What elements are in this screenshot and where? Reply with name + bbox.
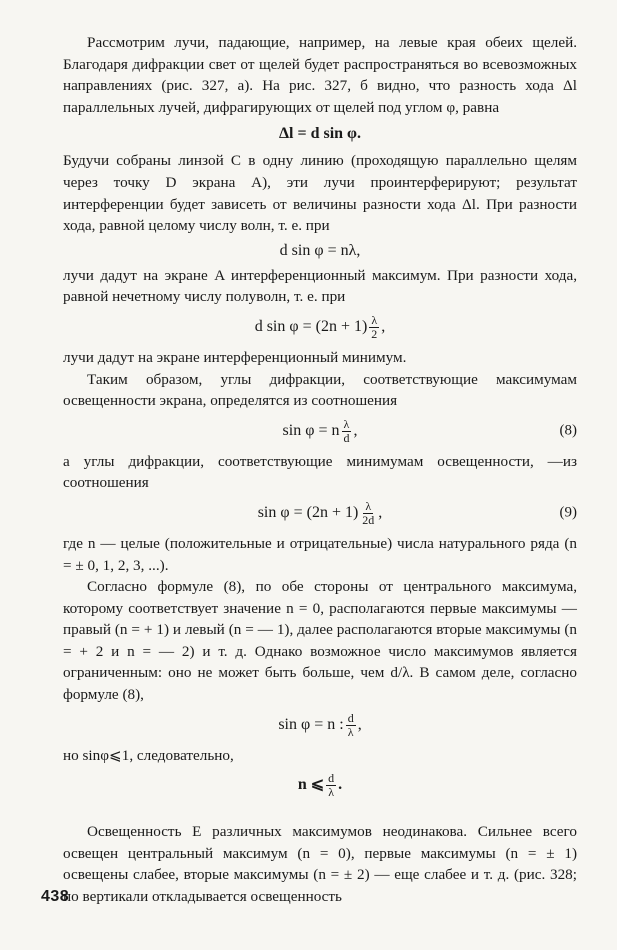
formula-9-tail: , — [378, 504, 383, 522]
paragraph-2: Будучи собраны линзой C в одну линию (проходящую параллельно щелям через точку D экрана A), эти лучи проинтерферируют; результат интерференции будет зависеть от величины разности хода Δl. При разности хода, равной целому числу волн, т. е. при — [63, 152, 577, 235]
formula-6-denominator: λ — [347, 724, 354, 739]
formula-6-left: sin φ = n : — [278, 715, 344, 733]
formula-3-left: d sin φ = (2n + 1) — [254, 318, 368, 336]
page-number: 438 — [41, 888, 70, 905]
formula-8-tail: , — [353, 421, 358, 439]
formula-sin-ratio — [63, 712, 577, 739]
paragraph-4: лучи дадут на экране интерференционный минимум. — [63, 348, 407, 366]
formula-max-order-limit — [63, 772, 577, 799]
formula-9-fraction — [360, 500, 376, 527]
paragraph-10: Освещенность E различных максимумов неодинакова. Сильнее всего освещен центральный максимум (n = 0), первые максимумы (n = ± 1) освещены слабее, вторые максимумы (n = ± 2) — еще слабее и т. д. (рис. 328; по вертикали откладывается освещенность — [63, 823, 577, 906]
formula-8 — [63, 418, 577, 445]
formula-8-left: sin φ = n — [282, 421, 340, 439]
page-body — [63, 32, 577, 908]
formula-3-numerator: λ — [371, 312, 378, 327]
formula-3-fraction — [369, 314, 379, 341]
paragraph-5: Таким образом, углы дифракции, соответствующие максимумам освещенности экрана, определятся из соотношения — [63, 370, 577, 410]
formula-3-denominator: 2 — [371, 326, 378, 341]
formula-3-tail: , — [381, 318, 386, 336]
paragraph-6: а углы дифракции, соответствующие минимумам освещенности, —из соотношения — [63, 452, 577, 492]
formula-6-fraction — [346, 712, 356, 739]
formula-7-tail: . — [338, 776, 343, 794]
formula-9 — [63, 500, 577, 527]
paragraph-8: Согласно формуле (8), по обе стороны от центрального максимума, которому соответствует значение n = 0, располагаются первые максимумы — правый (n = + 1) и левый (n = — 1), далее располагаются вторые максимумы (n = + 2 и n = — 2) и т. д. Однако возможное число максимумов является ограниченным: оно не может быть больше, чем d/λ. В самом деле, согласно формуле (8), — [63, 578, 577, 704]
formula-8-denominator: d — [343, 430, 350, 445]
formula-7-denominator: λ — [328, 785, 335, 800]
paragraph-3: лучи дадут на экране A интерференционный максимум. При разности хода, равной нечетному числу полуволн, т. е. при — [63, 266, 577, 306]
paragraph-9: но sinφ⩽1, следовательно, — [63, 746, 234, 764]
formula-9-left: sin φ = (2n + 1) — [257, 504, 359, 522]
formula-7-fraction — [326, 772, 336, 799]
formula-6-tail: , — [357, 715, 362, 733]
formula-7-numerator: d — [328, 771, 335, 786]
formula-9-numerator: λ — [365, 498, 372, 513]
formula-path-difference: Δl = d sin φ. — [278, 125, 362, 143]
formula-maximum-condition: d sin φ = nλ, — [279, 241, 361, 259]
equation-number-8: (8) — [559, 422, 577, 439]
formula-8-fraction — [341, 418, 351, 445]
formula-9-denominator: 2d — [362, 512, 375, 527]
paragraph-7: где n — целые (положительные и отрицательные) числа натурального ряда (n = ± 0, 1, 2, 3, ...). — [63, 534, 577, 574]
formula-minimum-condition — [63, 314, 577, 341]
formula-8-numerator: λ — [343, 416, 350, 431]
paragraph-1: Рассмотрим лучи, падающие, например, на левые края обеих щелей. Благодаря дифракции свет от щелей будет распространяться во всевозможных направлениях (рис. 327, а). На рис. 327, б видно, что разность хода Δl параллельных лучей, дифрагирующих от щелей под углом φ, равна — [63, 34, 577, 116]
equation-number-9: (9) — [559, 504, 577, 521]
formula-7-left: n ⩽ — [297, 776, 325, 794]
formula-6-numerator: d — [347, 710, 354, 725]
